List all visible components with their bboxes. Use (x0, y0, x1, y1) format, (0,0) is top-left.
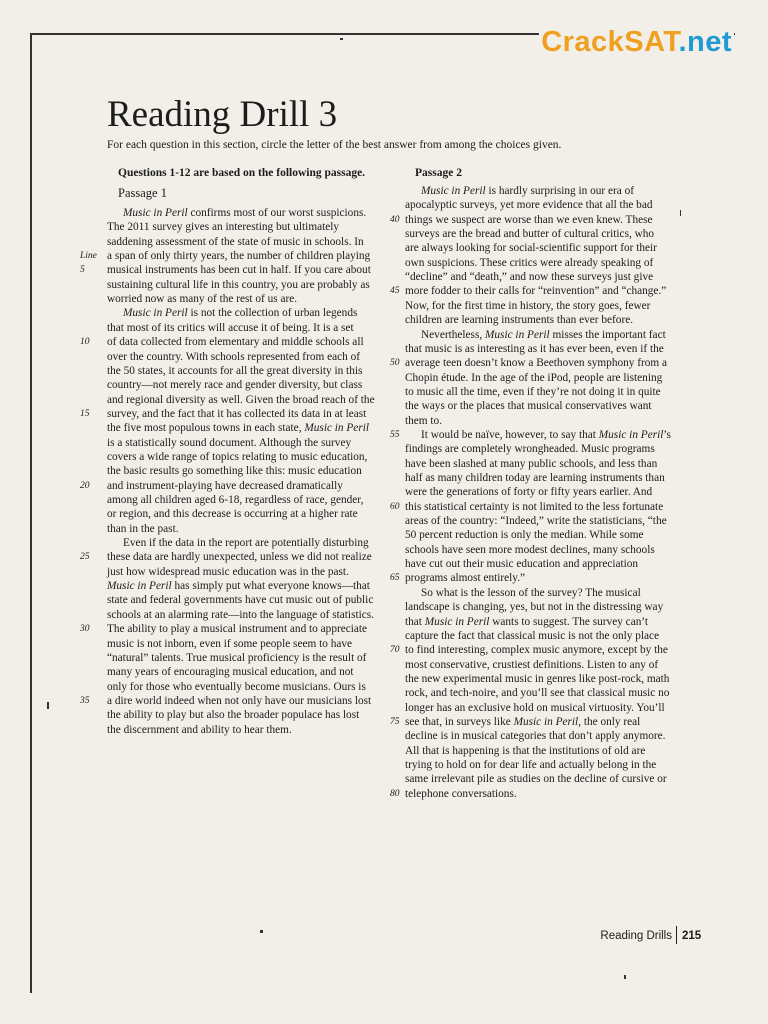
passage2-line: them to. (405, 414, 443, 427)
scan-speck (680, 210, 681, 216)
passage1-line: schools at an alarming rate—into the language of statistics. (107, 608, 374, 621)
passage2-line-number: 60 (390, 501, 400, 512)
passage1-line: music is not inborn, even if some people seem to have (107, 637, 353, 650)
passage2-line: areas of the country: “Indeed,” write the statisticians, “the (405, 515, 667, 528)
passage2-heading: Passage 2 (415, 167, 462, 179)
page-number: 215 (682, 930, 702, 942)
passage2-line: decline is in musical categories that don’t apply anymore. (405, 730, 666, 743)
scan-speck (340, 38, 343, 40)
passage2-line: things we suspect are worse than we even knew. These (405, 213, 653, 226)
footer-divider (676, 926, 677, 944)
passage2-line: the ways or the places that musical conservatives want (405, 400, 652, 413)
passage2-line: have been slashed at many public schools, and less than (405, 457, 658, 470)
passage2-line-number: 65 (390, 573, 400, 584)
passage2-line-number: 70 (390, 645, 400, 656)
passage1-line: just how widespread music education was in the past. (107, 565, 349, 578)
passage2-line-number: 50 (390, 358, 400, 369)
passage2-line: to find interesting, complex music anymore, except by the (405, 644, 668, 657)
page-border-left (30, 33, 32, 993)
passage1-line: these data are hardly unexpected, unless we did not realize (107, 551, 372, 564)
passage1-line: Music in Peril is not the collection of urban legends (123, 307, 358, 320)
passage2-line: that music is as interesting as it has ever been, even if the (405, 342, 664, 355)
passage1-line-number: 15 (80, 408, 90, 419)
passage1-line: “natural” talents. True musical proficiency is the result of (107, 651, 367, 664)
passage2-line: more fodder to their calls for “reinvention” and “change.” (405, 285, 667, 298)
passage1-line: saddening assessment of the state of music in schools. In (107, 235, 364, 248)
passage1-line: Even if the data in the report are potentially disturbing (123, 537, 369, 550)
passage2-line: apocalyptic surveys, yet more evidence that all the bad (405, 199, 653, 212)
passage2-line: Chopin étude. In the age of the iPod, people are listening (405, 371, 663, 384)
passage1-line: the ability to play but also the broader populace has lost (107, 709, 360, 722)
passage2-line: same irrelevant pile as studies on the decline of cursive or (405, 773, 667, 786)
passage1-line: musical instruments has been cut in half. If you care about (107, 264, 371, 277)
passage1-line: The ability to play a musical instrument and to appreciate (107, 623, 368, 636)
passage1-line: and instrument-playing have decreased dramatically (107, 479, 343, 492)
passage2-line: average teen doesn’t know a Beethoven symphony from a (405, 357, 668, 370)
passage1-line-number: 35 (80, 695, 90, 706)
watermark-brand: CrackSAT (541, 26, 679, 58)
passage1-line-number: 5 (80, 265, 85, 276)
passage1-line: than in the past. (107, 522, 179, 535)
passage1-line-number: 30 (80, 624, 90, 635)
watermark-tld: .net (678, 26, 732, 58)
passage2-line-number: 75 (390, 716, 400, 727)
passage2-line: were the generations of forty or fifty years earlier. And (405, 486, 653, 499)
passage1-line: survey, and the fact that it has collected its data in at least (107, 407, 367, 420)
passage2-line: the new experimental music in genres like post-rock, math (405, 672, 670, 685)
passage1-line: sustaining cultural life in this country, you are probably as (107, 278, 370, 291)
passage1-line: the basic results go something like this: music education (107, 465, 362, 478)
passage2-line: findings are completely wrongheaded. Music programs (405, 443, 655, 456)
passage2-line: schools have seen more modest declines, many schools (405, 543, 655, 556)
passage1-line: that most of its critics will accuse it of being. It is a set (107, 321, 354, 334)
passage2-line: have cut out their music education and appreciation (405, 558, 639, 571)
passage1-line: the five most populous towns in each state, Music in Peril (107, 422, 369, 435)
passage1-line: only for those who eventually become musicians. Ours is (107, 680, 366, 693)
passage1-line: many years of encouraging musical education, and not (107, 666, 354, 679)
passage1-heading: Passage 1 (118, 186, 167, 200)
watermark-logo (539, 26, 734, 59)
passage1-line: among all children aged 6-18, regardless of race, gender, (107, 494, 364, 506)
passage2-line: surveys are the bread and butter of cultural critics, who (405, 228, 655, 241)
passage2-line: It would be naïve, however, to say that Music in Peril’s (421, 428, 671, 441)
passage2-line: 50 percent reduction is only the median. While some (405, 529, 644, 542)
passage1-line-number: Line (80, 251, 97, 262)
passage2-line-number: 55 (390, 429, 400, 440)
footer-section-label: Reading Drills (600, 930, 672, 942)
passage2-line: Now, for the first time in history, the story goes, fewer (405, 299, 651, 312)
passage1-line: worried now as many of the rest of us are. (107, 293, 298, 306)
passage1-line: and regional diversity as well. Given the broad reach of the (107, 393, 375, 406)
passage2-line: So what is the lesson of the survey? The musical (421, 586, 641, 599)
passage2-line: All that is happening is that the institutions of old are (405, 744, 646, 757)
passage1-line: of data collected from elementary and middle schools all (107, 336, 364, 349)
passage2-line-number: 45 (390, 286, 400, 297)
passage2-line-number: 80 (390, 788, 400, 799)
passage2-line: telephone conversations. (405, 787, 517, 800)
passage1-line: over the country. With schools represented from each of (107, 350, 361, 363)
passage1-line: the discernment and ability to hear them. (107, 723, 292, 736)
instructions: For each question in this section, circle the letter of the best answer from among the choices given. (107, 139, 562, 151)
passage2-line: are always looking for social-scientific support for their (405, 242, 657, 255)
scan-speck (624, 975, 626, 979)
passage2-line: trying to hold on for dear life and actually belong in the (405, 759, 657, 771)
passage2-line: rock, and tech-noire, and you’ll see that classical music no (405, 687, 670, 700)
passage1-line: state and federal governments have cut music out of public (107, 594, 374, 607)
passage2-line: “decline” and “death,” and now these surveys just give (405, 271, 654, 284)
passage2-line: that Music in Peril wants to suggest. The survey can’t (405, 615, 649, 628)
passage1-line: the 50 states, it accounts for all the great diversity in this (107, 364, 363, 377)
passage2-line: half as many children today are learning instruments than (405, 472, 665, 484)
passage1-line: Music in Peril has simply put what everyone knows—that (107, 580, 370, 593)
passage2-line: longer has an exclusive hold on musical virtuosity. You’ll (405, 701, 665, 714)
passage1-line: a span of only thirty years, the number of children playing (107, 250, 371, 263)
passage2-line: this statistical certainty is not limited to the less fortunate (405, 500, 664, 513)
page-title: Reading Drill 3 (107, 94, 338, 135)
passage1-line: is a statistically sound document. Although the survey (107, 436, 352, 449)
passage2-line: most conservative, crustiest definitions. Listen to any of (405, 658, 659, 671)
passage2-line: see that, in surveys like Music in Peril, the only real (405, 715, 641, 728)
passage2-line-number: 40 (390, 214, 400, 225)
passage2-line: Music in Peril is hardly surprising in our era of (421, 185, 635, 197)
passage2-line: capture the fact that classical music is not the only place (405, 629, 660, 642)
passage2-line: own suspicions. These critics were already speaking of (405, 256, 654, 269)
passage1-line-number: 25 (80, 552, 90, 563)
passage1-line: The 2011 survey gives an interesting but ultimately (107, 221, 340, 234)
passage2-line: children are learning instruments than ever before. (405, 314, 634, 327)
passage1-line-number: 20 (80, 480, 90, 491)
passage1-line: or region, and this decrease is occurring at a higher rate (107, 508, 358, 521)
passage1-line: a dire world indeed when not only have our musicians lost (107, 694, 372, 707)
questions-header: Questions 1-12 are based on the following passage. (118, 167, 366, 179)
passage1-line: Music in Peril confirms most of our worst suspicions. (123, 207, 367, 219)
passage2-line: Nevertheless, Music in Peril misses the important fact (421, 328, 666, 341)
scan-speck (47, 702, 49, 709)
passage2-line: programs almost entirely.” (405, 572, 526, 585)
passage1-line-number: 10 (80, 337, 90, 348)
passage1-line: country—not merely race and gender diversity, but class (107, 379, 363, 392)
passage1-line: covers a wide range of topics relating to music education, (107, 450, 368, 463)
scan-speck (260, 930, 263, 933)
passage2-line: landscape is changing, yes, but not in the distressing way (405, 601, 664, 614)
passage2-line: to music all the time, even if they’re not doing it in quite (405, 385, 661, 398)
